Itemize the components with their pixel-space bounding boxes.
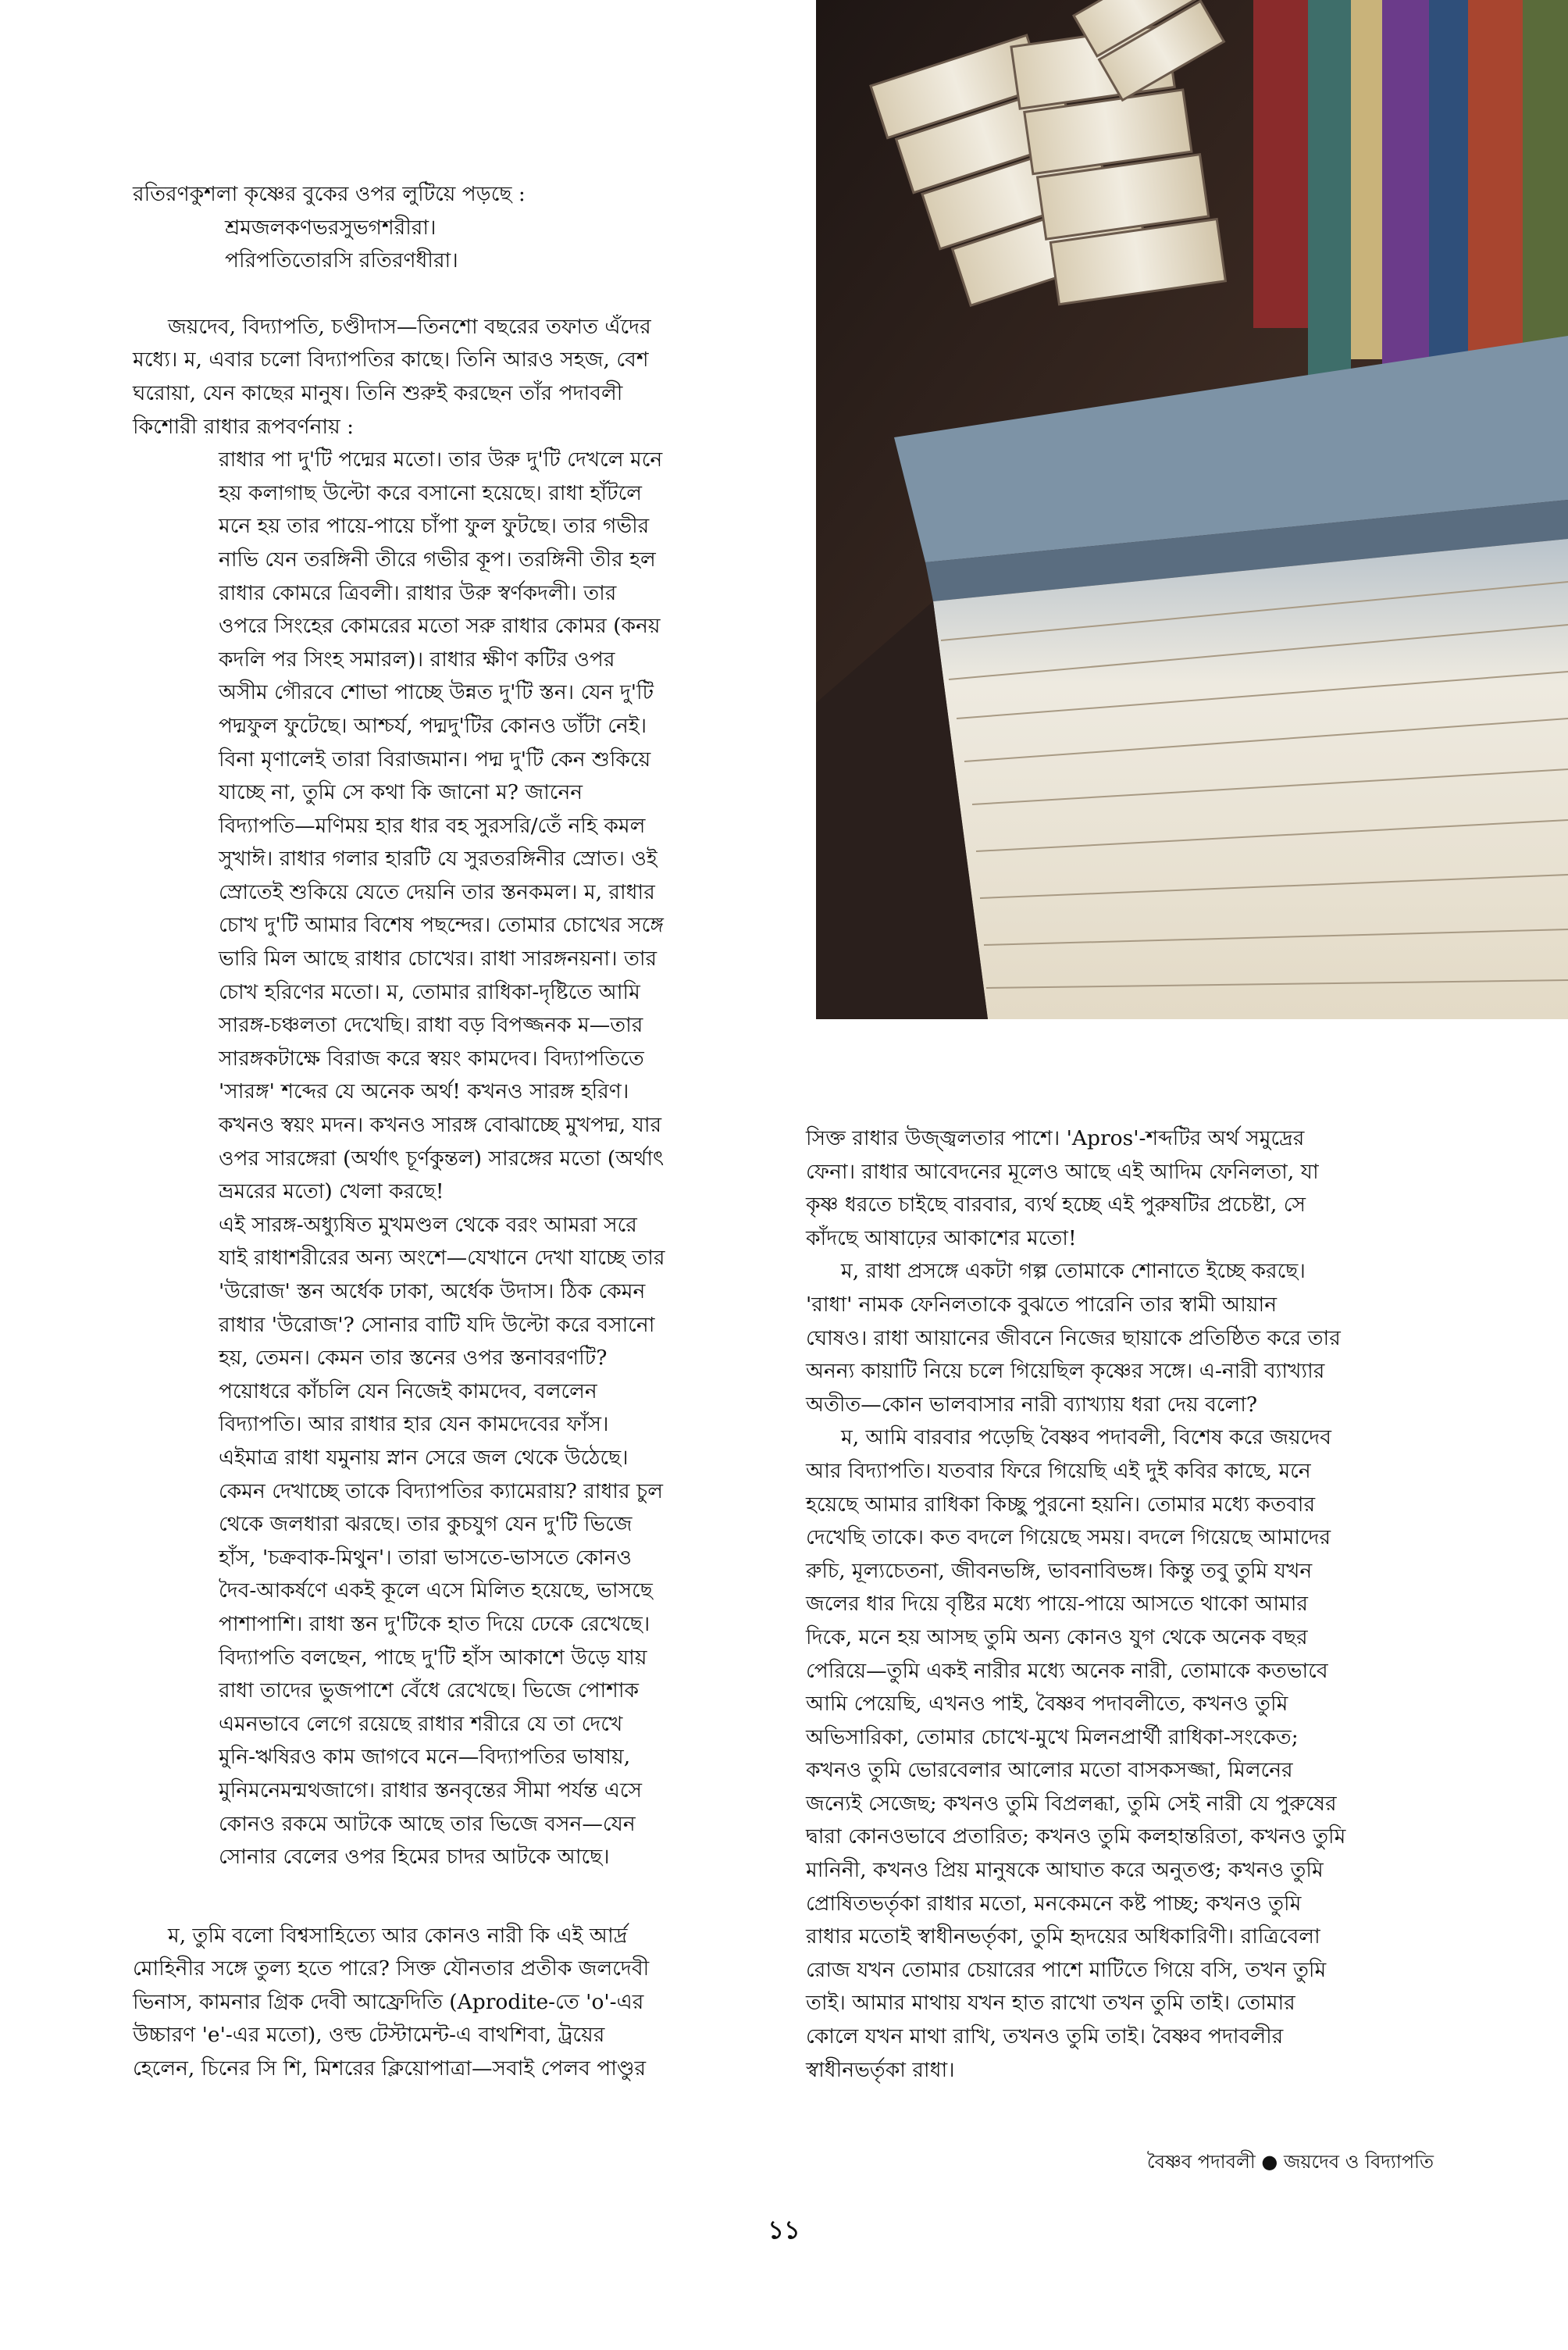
- paragraph-r2: [806, 1255, 1431, 1421]
- text-line: জয়দেব, বিদ্যাপতি, চণ্ডীদাস—তিনশো বছরের তফাত এঁদের: [168, 314, 651, 339]
- text-line: ফেনা। রাধার আবেদনের মূলেও আছে এই আদিম ফেনিলতা, যা: [806, 1159, 1319, 1184]
- quote-line: হয় কলাগাছ উল্টো করে বসানো হয়েছে। রাধা হাঁটলে: [219, 480, 642, 505]
- quote-line: যাই রাধাশরীরের অন্য অংশে—যেখানে দেখা যাচ্ছে তার: [219, 1246, 665, 1271]
- left-column: [133, 178, 757, 2086]
- verse-line: পরিপতিতোরসি রতিরণধীরা।: [225, 248, 458, 273]
- quote-block: [133, 444, 757, 1874]
- text-line: ম, রাধা প্রসঙ্গে একটা গল্প তোমাকে শোনাতে ইচ্ছে করছে।: [841, 1259, 1306, 1284]
- quote-line: বিদ্যাপতি। আর রাধার হার যেন কামদেবের ফাঁস।: [219, 1412, 609, 1437]
- quote-line: রাধার পা দু'টি পদ্মের মতো। তার উরু দু'টি দেখলে মনে: [219, 448, 663, 472]
- text-line: মোহিনীর সঙ্গে তুল্য হতে পারে? সিক্ত যৌনতার প্রতীক জলদেবী: [133, 1956, 650, 1981]
- text-line: আর বিদ্যাপতি। যতবার ফিরে গিয়েছি এই দুই কবির কাছে, মনে: [806, 1458, 1311, 1483]
- text-line: হয়েছে আমার রাধিকা কিচ্ছু পুরনো হয়নি। তোমার মধ্যে কতবার: [806, 1492, 1316, 1517]
- quote-line: চোখ হরিণের মতো। ম, তোমার রাধিকা-দৃষ্টিতে আমি: [219, 979, 640, 1004]
- text-line: কিশোরী রাধার রূপবর্ণনায় :: [133, 414, 355, 439]
- quote-line: এমনভাবে লেগে রয়েছে রাধার শরীরে যে তা দেখে: [219, 1711, 623, 1736]
- quote-line: সোনার বেলের ওপর হিমের চাদর আটকে আছে।: [219, 1845, 610, 1870]
- quote-line: বিদ্যাপতি বলছেন, পাছে দু'টি হাঁস আকাশে উড়ে যায়: [219, 1645, 647, 1670]
- quote-line: পয়োধরে কাঁচলি যেন নিজেই কামদেব, বললেন: [219, 1378, 597, 1403]
- quote-line: রাধার কোমরে ত্রিবলী। রাধার উরু স্বর্ণকদলী। তার: [219, 580, 617, 605]
- text-line: অতীত—কোন ভালবাসার নারী ব্যাখ্যায় ধরা দেয় বলো?: [806, 1392, 1258, 1417]
- quote-line: মুনি-ঋষিরও কাম জাগবে মনে—বিদ্যাপতির ভাষায়,: [219, 1745, 631, 1770]
- quote-line: পাশাপাশি। রাধা স্তন দু'টিকে হাত দিয়ে ঢেকে রেখেছে।: [219, 1611, 650, 1636]
- text-line: কৃষ্ণ ধরতে চাইছে বারবার, ব্যর্থ হচ্ছে এই পুরুষটির প্রচেষ্টা, সে: [806, 1193, 1306, 1218]
- verse-block: [133, 212, 757, 278]
- text-line: তাই। আমার মাথায় যখন হাত রাখো তখন তুমি তাই। তোমার: [806, 1991, 1295, 2016]
- quote-line: হয়, তেমন। কেমন তার স্তনের ওপর স্তনাবরণটি?: [219, 1346, 608, 1371]
- running-footer: বৈষ্ণব পদাবলী ● জয়দেব ও বিদ্যাপতি: [1146, 2151, 1434, 2173]
- quote-line: 'সারঙ্গ' শব্দের যে অনেক অর্থ! কখনও সারঙ্গ হরিণ।: [219, 1079, 629, 1104]
- text-line: দ্বারা কোনওভাবে প্রতারিত; কখনও তুমি কলহান্তরিতা, কখনও তুমি: [806, 1824, 1346, 1849]
- text-line: মানিনী, কখনও প্রিয় মানুষকে আঘাত করে অনুতপ্ত; কখনও তুমি: [806, 1858, 1324, 1883]
- stacked-books-photo: [816, 0, 1568, 1019]
- text-line: রোজ যখন তোমার চেয়ারের পাশে মাটিতে গিয়ে বসি, তখন তুমি: [806, 1957, 1327, 1982]
- quote-line: ভ্রমরের মতো) খেলা করছে!: [219, 1179, 444, 1204]
- text-line: হেলেন, চিনের সি শি, মিশরের ক্লিয়োপাত্রা—সবাই পেলব পাণ্ডুর: [133, 2056, 647, 2081]
- text-line: মধ্যে। ম, এবার চলো বিদ্যাপতির কাছে। তিনি আরও সহজ, বেশ: [133, 348, 649, 373]
- quote-line: বিনা মৃণালেই তারা বিরাজমান। পদ্ম দু'টি কেন শুকিয়ে: [219, 747, 651, 772]
- quote-line: যাচ্ছে না, তুমি সে কথা কি জানো ম? জানেন: [219, 780, 583, 805]
- paragraph-1: [133, 311, 757, 444]
- quote-line: কেমন দেখাচ্ছে তাকে বিদ্যাপতির ক্যামেরায়? রাধার চুল: [219, 1478, 664, 1503]
- paragraph-r3: [806, 1421, 1431, 2087]
- paragraph-3: [133, 1920, 757, 2086]
- quote-line: এইমাত্র রাধা যমুনায় স্নান সেরে জল থেকে উঠেছে।: [219, 1445, 629, 1470]
- text-line: দিকে, মনে হয় আসছ তুমি অন্য কোনও যুগ থেকে অনেক বছর: [806, 1624, 1308, 1649]
- text-line: কাঁদছে আষাঢ়ের আকাশের মতো!: [806, 1225, 1077, 1250]
- paragraph-r1: [806, 1122, 1431, 1255]
- text-line: রুচি, মূল্যচেতনা, জীবনভঙ্গি, ভাবনাবিভঙ্গ। কিন্তু তবু তুমি যখন: [806, 1558, 1313, 1583]
- quote-line: এই সারঙ্গ-অধ্যুষিত মুখমণ্ডল থেকে বরং আমরা সরে: [219, 1212, 637, 1237]
- quote-line: চোখ দু'টি আমার বিশেষ পছন্দের। তোমার চোখের সঙ্গে: [219, 913, 664, 938]
- quote-line: দৈব-আকর্ষণে একই কূলে এসে মিলিত হয়েছে, ভাসছে: [219, 1578, 653, 1603]
- quote-line: কদলি পর সিংহ সমারল)। রাধার ক্ষীণ কটির ওপর: [219, 647, 615, 672]
- page-number: ১১: [768, 2215, 800, 2245]
- text-line: 'রাধা' নামক ফেনিলতাকে বুঝতে পারেনি তার স্বামী আয়ান: [806, 1292, 1278, 1317]
- text-line: ভিনাস, কামনার গ্রিক দেবী আফ্রেদিতি (Aprodite-তে 'o'-এর: [133, 1989, 644, 2014]
- text-line: ম, তুমি বলো বিশ্বসাহিত্যে আর কোনও নারী কি এই আর্দ্র: [168, 1923, 628, 1948]
- quote-line: কোনও রকমে আটকে আছে তার ভিজে বসন—যেন: [219, 1811, 636, 1836]
- quote-line: নাভি যেন তরঙ্গিনী তীরে গভীর কূপ। তরঙ্গিনী তীর হল: [219, 547, 656, 572]
- text-line: রাধার মতোই স্বাধীনভর্তৃকা, তুমি হৃদয়ের অধিকারিণী। রাত্রিবেলা: [806, 1924, 1320, 1949]
- text-line: ঘোষও। রাধা আয়ানের জীবনে নিজের ছায়াকে প্রতিষ্ঠিত করে তার: [806, 1325, 1341, 1350]
- quote-line: স্রোতেই শুকিয়ে যেতে দেয়নি তার স্তনকমল। ম, রাধার: [219, 879, 655, 904]
- quote-line: সারঙ্গ-চঞ্চলতা দেখেছি। রাধা বড় বিপজ্জনক ম—তার: [219, 1013, 643, 1038]
- quote-line: রাধার 'উরোজ'? সোনার বাটি যদি উল্টো করে বসানো: [219, 1312, 655, 1337]
- quote-line: রাধা তাদের ভুজপাশে বেঁধে রেখেছে। ভিজে পোশাক: [219, 1678, 640, 1703]
- quote-line: সুখাঈ। রাধার গলার হারটি যে সুরতরঙ্গিনীর স্রোত। ওই: [219, 847, 657, 872]
- quote-line: মুনিমনেমন্মথজাগে। রাধার স্তনবৃন্তের সীমা পর্যন্ত এসে: [219, 1778, 643, 1803]
- intro-line: রতিরণকুশলা কৃষ্ণের বুকের ওপর লুটিয়ে পড়ছে :: [133, 182, 526, 206]
- text-line: ম, আমি বারবার পড়েছি বৈষ্ণব পদাবলী, বিশেষ করে জয়দেব: [841, 1425, 1331, 1450]
- text-line: স্বাধীনভর্তৃকা রাধা।: [806, 2057, 955, 2082]
- quote-line: হাঁস, 'চক্রবাক-মিথুন'। তারা ভাসতে-ভাসতে কোনও: [219, 1545, 632, 1570]
- quote-line: 'উরোজ' স্তন অর্ধেক ঢাকা, অর্ধেক উদাস। ঠিক কেমন: [219, 1279, 646, 1303]
- quote-line: ওপর সারঙ্গেরা (অর্থাৎ চূর্ণকুন্তল) সারঙ্গের মতো (অর্থাৎ: [219, 1146, 665, 1171]
- text-line: দেখেছি তাকে। কত বদলে গিয়েছে সময়। বদলে গিয়েছে আমাদের: [806, 1525, 1331, 1550]
- quote-line: অসীম গৌরবে শোভা পাচ্ছে উন্নত দু'টি স্তন। যেন দু'টি: [219, 680, 654, 705]
- books-illustration: [816, 0, 1568, 1019]
- quote-line: কখনও স্বয়ং মদন। কখনও সারঙ্গ বোঝাচ্ছে মুখপদ্ম, যার: [219, 1113, 662, 1138]
- text-line: ঘরোয়া, যেন কাছের মানুষ। তিনি শুরুই করছেন তাঁর পদাবলী: [133, 380, 623, 405]
- right-column: [806, 1122, 1431, 2087]
- text-line: আমি পেয়েছি, এখনও পাই, বৈষ্ণব পদাবলীতে, কখনও তুমি: [806, 1692, 1288, 1717]
- quote-line: ওপরে সিংহের কোমরের মতো সরু রাধার কোমর (কনয়: [219, 614, 661, 639]
- text-line: অনন্য কায়াটি নিয়ে চলে গিয়েছিল কৃষ্ণের সঙ্গে। এ-নারী ব্যাখ্যার: [806, 1359, 1325, 1384]
- text-line: অভিসারিকা, তোমার চোখে-মুখে মিলনপ্রার্থী রাধিকা-সংকেত;: [806, 1724, 1299, 1749]
- text-line: প্রোষিতভর্তৃকা রাধার মতো, মনকেমনে কষ্ট পাচ্ছ; কখনও তুমি: [806, 1891, 1302, 1916]
- quote-line: সারঙ্গকটাক্ষে বিরাজ করে স্বয়ং কামদেব। বিদ্যাপতিতে: [219, 1046, 644, 1071]
- text-line: কখনও তুমি ভোরবেলার আলোর মতো বাসকসজ্জা, মিলনের: [806, 1758, 1293, 1783]
- text-line: কোলে যখন মাথা রাখি, তখনও তুমি তাই। বৈষ্ণব পদাবলীর: [806, 2024, 1284, 2049]
- text-line: জলের ধার দিয়ে বৃষ্টির মধ্যে পায়ে-পায়ে আসতে থাকো আমার: [806, 1592, 1309, 1617]
- text-line: উচ্চারণ 'e'-এর মতো), ওল্ড টেস্টামেন্ট-এ বাথশিবা, ট্রয়ের: [133, 2023, 605, 2048]
- quote-line: পদ্মফুল ফুটেছে। আশ্চর্য, পদ্মদু'টির কোনও ডাঁটা নেই।: [219, 713, 647, 738]
- verse-line: শ্রমজলকণভরসুভগশরীরা।: [225, 215, 437, 240]
- text-line: জন্যেই সেজেছ; কখনও তুমি বিপ্রলব্ধা, তুমি সেই নারী যে পুরুষের: [806, 1791, 1337, 1816]
- quote-line: ভারি মিল আছে রাধার চোখের। রাধা সারঙ্গনয়না। তার: [219, 947, 657, 972]
- text-line: পেরিয়ে—তুমি একই নারীর মধ্যে অনেক নারী, তোমাকে কতভাবে: [806, 1658, 1328, 1683]
- text-line: সিক্ত রাধার উজ্জ্বলতার পাশে। 'Apros'-শব্দটির অর্থ সমুদ্রের: [806, 1126, 1305, 1150]
- quote-line: বিদ্যাপতি—মণিময় হার ধার বহ সুরসরি/তেঁ নহি কমল: [219, 813, 646, 838]
- quote-line: থেকে জলধারা ঝরছে। তার কুচযুগ যেন দু'টি ভিজে: [219, 1512, 633, 1537]
- quote-line: মনে হয় তার পায়ে-পায়ে চাঁপা ফুল ফুটছে। তার গভীর: [219, 514, 650, 539]
